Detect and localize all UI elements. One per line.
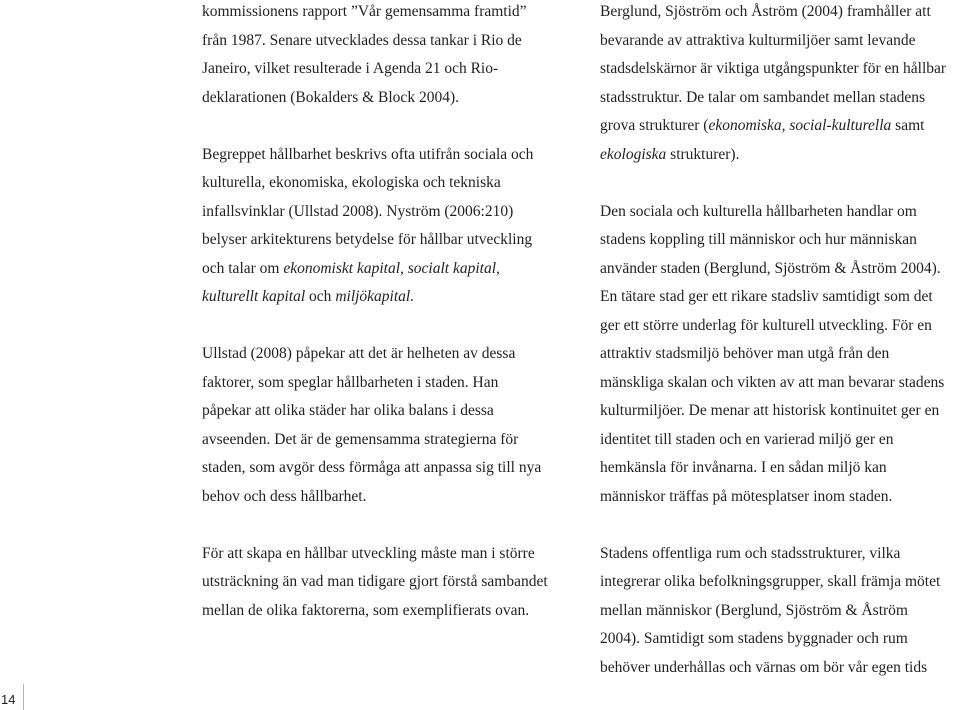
text-segment: kommissionens rapport ”Vår gemensamma framtid” [202,3,527,20]
text-line [202,369,556,398]
text-line [202,597,556,626]
text-segment: strukturer). [666,145,740,163]
text-line [202,27,556,56]
text-line [202,283,556,312]
text-line [202,55,556,84]
paragraph [600,198,954,512]
text-line [600,0,954,27]
italic-text: ekologiska [600,145,667,163]
text-line [202,397,556,426]
text-segment: infallsvinklar (Ullstad 2008). Nyström (2006:210) [202,202,514,220]
text-line [600,426,954,455]
text-segment: integrerar olika befolkningsgrupper, skall främja mötet [600,573,941,590]
text-segment: staden, som avgör dess förmåga att anpassa sig till nya [202,459,542,476]
text-line [600,27,954,56]
text-line [202,0,556,27]
text-segment: stadsdelskärnor är viktiga utgångspunkter för en hållbar [600,60,947,77]
text-line [600,55,954,84]
text-line [600,625,954,654]
text-line [202,84,556,113]
paragraph [202,540,556,626]
text-segment: belyser arkitekturens betydelse för hållbar utveckling [202,231,533,248]
text-line [600,397,954,426]
text-segment: utsträckning än vad man tidigare gjort förstå sambandet [202,573,548,590]
text-segment: En tätare stad ger ett rikare stadsliv samtidigt som det [600,288,933,305]
text-line [600,255,954,284]
text-segment: Den sociala och kulturella hållbarheten handlar om [600,202,917,220]
text-segment: bevarande av attraktiva kulturmiljöer samt levande [600,31,916,49]
text-segment: mellan människor (Berglund, Sjöström & Åström [600,601,908,619]
text-line [600,141,954,170]
paragraph [600,0,954,169]
text-segment: människor träffas på mötesplatser inom staden. [600,487,893,505]
text-segment: Janeiro, vilket resulterade i Agenda 21 och Rio- [202,60,499,77]
margin-rule [23,684,24,710]
text-segment: använder staden (Berglund, Sjöström & Åström 2004). [600,259,941,277]
text-line [600,597,954,626]
text-segment: och talar om [202,259,284,277]
paragraph [202,0,556,112]
text-segment: faktorer, som speglar hållbarheten i staden. Han [202,373,499,391]
right-text-column [600,0,954,710]
text-segment: Berglund, Sjöström och Åström (2004) framhåller att [600,3,931,20]
text-segment: avseenden. Det är de gemensamma strategierna för [202,430,519,448]
text-line [202,141,556,170]
text-line [600,226,954,255]
text-line [202,483,556,512]
italic-text: ekonomiska, social-kulturella [708,117,892,134]
text-line [600,369,954,398]
text-segment: För att skapa en hållbar utveckling måste man i större [202,544,535,562]
text-line [600,483,954,512]
text-line [600,283,954,312]
paragraph [600,540,954,683]
text-line [202,169,556,198]
text-segment: behov och dess hållbarhet. [202,487,367,505]
left-text-column [202,0,556,654]
text-segment: grova strukturer ( [600,117,709,134]
text-line [600,340,954,369]
text-line [202,226,556,255]
text-segment: deklarationen (Bokalders & Block 2004). [202,88,459,106]
text-segment: attraktiv stadsmiljö behöver man utgå från den [600,345,890,362]
page-number: 14 [1,692,16,707]
text-line [202,255,556,284]
italic-text: ekonomiskt kapital, socialt kapital, [283,259,500,277]
text-segment: kulturella, ekonomiska, ekologiska och tekniska [202,174,501,191]
text-segment: mellan de olika faktorerna, som exemplifierats ovan. [202,601,530,619]
text-line [202,568,556,597]
text-segment: samt [891,117,925,134]
text-segment: stadens koppling till människor och hur människan [600,231,917,248]
text-line [600,654,954,683]
text-line [202,198,556,227]
text-segment: Stadens offentliga rum och stadsstrukturer, vilka [600,544,901,562]
text-segment: Ullstad (2008) påpekar att det är helheten av dessa [202,345,516,362]
text-line [202,454,556,483]
text-line [600,84,954,113]
text-line [600,454,954,483]
text-segment: 2004). Samtidigt som stadens byggnader och rum [600,630,908,647]
text-segment: stadsstruktur. De talar om sambandet mellan stadens [600,88,925,106]
text-line [202,426,556,455]
text-line [600,198,954,227]
text-segment: och [305,288,336,305]
text-segment: från 1987. Senare utvecklades dessa tankar i Rio de [202,31,522,49]
text-line [600,312,954,341]
text-line [202,340,556,369]
text-segment: identitet till staden och en varierad miljö ger en [600,430,894,448]
italic-text: miljökapital. [335,288,415,305]
text-line [600,540,954,569]
text-segment: behöver underhållas och värnas om bör vår egen tids [600,658,928,676]
paragraph [202,141,556,312]
text-line [600,112,954,141]
text-line [202,540,556,569]
text-segment: mänskliga skalan och vikten av att man bevarar stadens [600,373,945,391]
text-segment: ger ett större underlag för kulturell utveckling. För en [600,316,932,334]
text-line [600,568,954,597]
italic-text: kulturellt kapital [202,288,306,305]
text-segment: hemkänsla för invånarna. I en sådan miljö kan [600,459,887,476]
text-segment: påpekar att olika städer har olika balans i dessa [202,402,494,419]
text-segment: Begreppet hållbarhet beskrivs ofta utifrån sociala och [202,145,534,163]
paragraph [202,340,556,511]
text-segment: kulturmiljöer. De menar att historisk kontinuitet ger en [600,402,940,419]
